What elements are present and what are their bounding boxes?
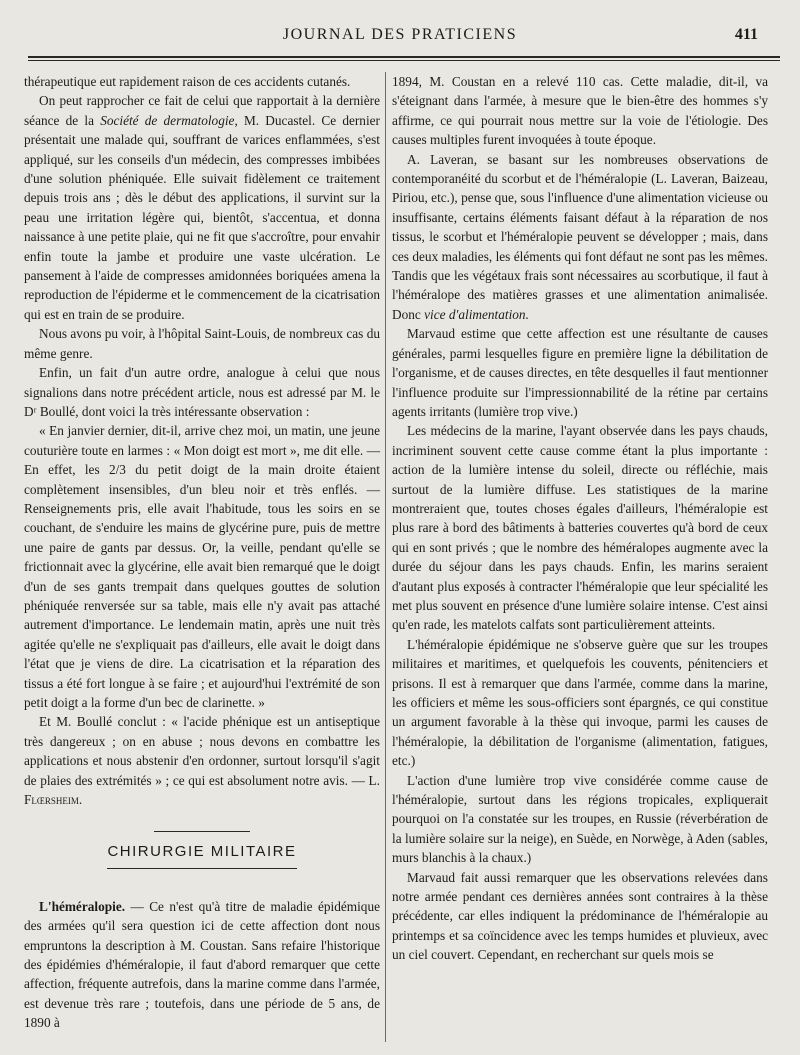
section-rule (154, 831, 250, 832)
text-run: Et M. Boullé conclut : « l'acide phénique est un antiseptique très dangereux ; on en abuse ; nous devons en combattre les applications et nous abstenir d'en ordonner, surtout lorsqu'il s'agit de plaies des extrémités » ; ce qui est absolument notre avis. — L. (24, 714, 380, 788)
article-title: L'héméralopie. (39, 898, 126, 914)
text-run: — Ce n'est qu'à titre de maladie épidémique des armées qu'il sera question ici de cette affection dont nous empruntons la description à M. Coustan. Sans refaire l'historique des épidémies d'héméralopie, il faut d'abord remarquer que cette affection, fréquente autrefois, dans la marine comme dans l'armée, est devenue très rare ; toutefois, dans une période de 5 ans, de 1890 à (24, 898, 380, 1031)
section-title: CHIRURGIE MILITAIRE (107, 843, 297, 861)
paragraph: L'héméralopie épidémique ne s'observe guère que sur les troupes militaires et maritimes, et quelquefois les couvents, pénitenciers et prisons. Il est à remarquer que dans l'armée, comme dans la marine, les officiers et même les sous-officiers sont épargnés, ce qui constitue un argument favorable à la thèse qui invoque, parmi les causes de l'héméralopie, la débilitation de l'organisme (alimentation, fatigues, etc.) (392, 636, 768, 769)
quoted-observation: « En janvier dernier, dit-il, arrive chez moi, un matin, une jeune couturière toute en larmes : « Mon doigt est mort », me dit elle. — En effet, les 2/3 du petit doigt de la main droite étaient complètement insensibles, d'un bleu noir et très enflés. — Renseignements pris, elle avait l'habitude, tous les soirs en se couchant, de s'enduire les mains de glycérine pure, puis de mettre une paire de gants par dessus. Or, la veille, pendant qu'elle se frictionnait avec la glycérine, elle avait bien remarqué que le doigt d'un de ses gants trempait dans quelques gouttes de solution phéniquée renversée sur sa table, mais elle n'y avait pas attaché autrement d'importance. Le lendemain matin, après une nuit très agitée qu'elle ne s'expliquait pas d'ailleurs, elle avait le doigt dans l'état que je viens de dire. La cicatrisation et la réparation des tissus a été fort longue à se faire ; et aujourd'hui l'extrémité de son petit doigt a la forme d'un bec de clarinette. » (24, 423, 380, 710)
paragraph (24, 712, 380, 809)
paragraph (24, 897, 380, 1033)
text-run: A. Laveran, se basant sur les nombreuses observations de contemporanéité du scorbut et de l'héméralopie (L. Laveran, Baizeau, Piriou, etc.), pense que, sous l'influence d'une alimentation vicieuse ou insuffisante, certains éléments faisant défaut à la réparation de nos tissus, le scorbut et l'héméralopie peuvent se développer ; mais, dans ces deux maladies, les éléments qui font défaut ne sont pas les mêmes. Tandis que les végétaux frais sont nécessaires au scorbutique, il faut à l'héméralope des matières grasses et une alimentation animalisée. Donc (392, 151, 768, 322)
section-rule (107, 868, 297, 869)
paragraph: Marvaud fait aussi remarquer que les observations relevées dans notre armée pendant ces dernières années sont contraires à la thèse précédente, car elles indiquent la prédominance de l'héméralopie au printemps et sa coïncidence avec les temps humides et pluvieux, avec un ciel couvert. Cependant, en recherchant sur quels mois se (392, 869, 768, 963)
italic-phrase: vice d'alimentation. (424, 306, 529, 322)
header-rule (28, 56, 780, 61)
author-signature: Flœrsheim. (24, 792, 83, 808)
running-title: JOURNAL DES PRATICIENS (282, 26, 518, 43)
right-column (392, 72, 768, 965)
section-heading (24, 831, 380, 868)
paragraph: 1894, M. Coustan en a relevé 110 cas. Cette maladie, dit-il, va s'éteignant dans l'armée, à mesure que le bien-être des hommes s'y affirme, ce qui pourrait nous mettre sur la voie de l'étiologie. Des causes multiples furent invoquées à toute époque. (392, 74, 768, 148)
paragraph: thérapeutique eut rapidement raison de ces accidents cutanés. (24, 74, 351, 89)
column-divider (385, 72, 386, 1042)
italic-journal-title: Société de dermatologie (100, 112, 235, 128)
text-run: , M. Ducastel. Ce dernier présentait une malade qui, souffrant de varices enflammées, s'est appliqué, sur les conseils d'un médecin, des compresses imbibées d'une solution phéniquée. Elle suivait fidèlement ce traitement depuis trois ans ; dès le début des applications, il survint sur la peau une irritation légère qui, bientôt, s'accentua, et donna naissance à une petite plaie, qui ne fit que s'accroître, pour envahir enfin toute la jambe et produire une vaste ulcération. Le pansement à l'aide de compresses amidonnées boriquées amena la reproduction de l'épiderme et le commencement de la cicatrisation qui est en train de se produire. (24, 112, 380, 322)
paragraph: Nous avons pu voir, à l'hôpital Saint-Louis, de nombreux cas du même genre. (24, 326, 380, 361)
running-head (40, 24, 760, 48)
paragraph: Enfin, un fait d'un autre ordre, analogue à celui que nous signalions dans notre précédent article, nous est adressé par M. le Dʳ Boullé, dont voici la très intéressante observation : (24, 365, 380, 419)
paragraph: Les médecins de la marine, l'ayant observée dans les pays chauds, incriminent souvent cette cause comme étant la plus importante : action de la lumière intense du soleil, directe ou réfléchie, mais surtout de la lumière diffuse. Les statistiques de la marine montreraient que, toutes choses égales d'ailleurs, l'héméralopie est plus rare à bord des bâtiments à batteries couvertes qu'à bord de ceux qui en sont privés ; que le nombre des héméralopes augmente avec la durée du séjour dans les pays chauds. Enfin, les marins seraient d'autant plus exposés à contracter l'héméralopie que leur spécialité les met plus souvent en présence d'une lumière solaire intense. C'est ainsi qu'en rade, les matelots calfats sont particulièrement atteints. (392, 423, 768, 633)
left-column (24, 72, 380, 1033)
paragraph: Marvaud estime que cette affection est une résultante de causes générales, parmi lesquelles figure en première ligne la débilitation de l'organisme, et de causes directes, en tête desquelles il faut mentionner l'influence produite sur l'impressionnabilité de la rétine par certains agents irritants (lumière trop vive.) (392, 326, 768, 419)
paragraph (392, 150, 768, 325)
page-number: 411 (734, 26, 758, 43)
text-run: On peut rapprocher ce fait de celui que rapportait à la dernière séance de la (24, 93, 380, 128)
paragraph: L'action d'une lumière trop vive considérée comme cause de l'héméralopie, surtout dans les régions tropicales, expliquerait pourquoi on l'a constatée sur les troupes, en Russie (réverbération de la lumière solaire sur la neige), en Suède, en Norwège, à Aden (sables, murs blanchis à la chaux.) (392, 772, 768, 866)
paragraph (24, 91, 380, 324)
